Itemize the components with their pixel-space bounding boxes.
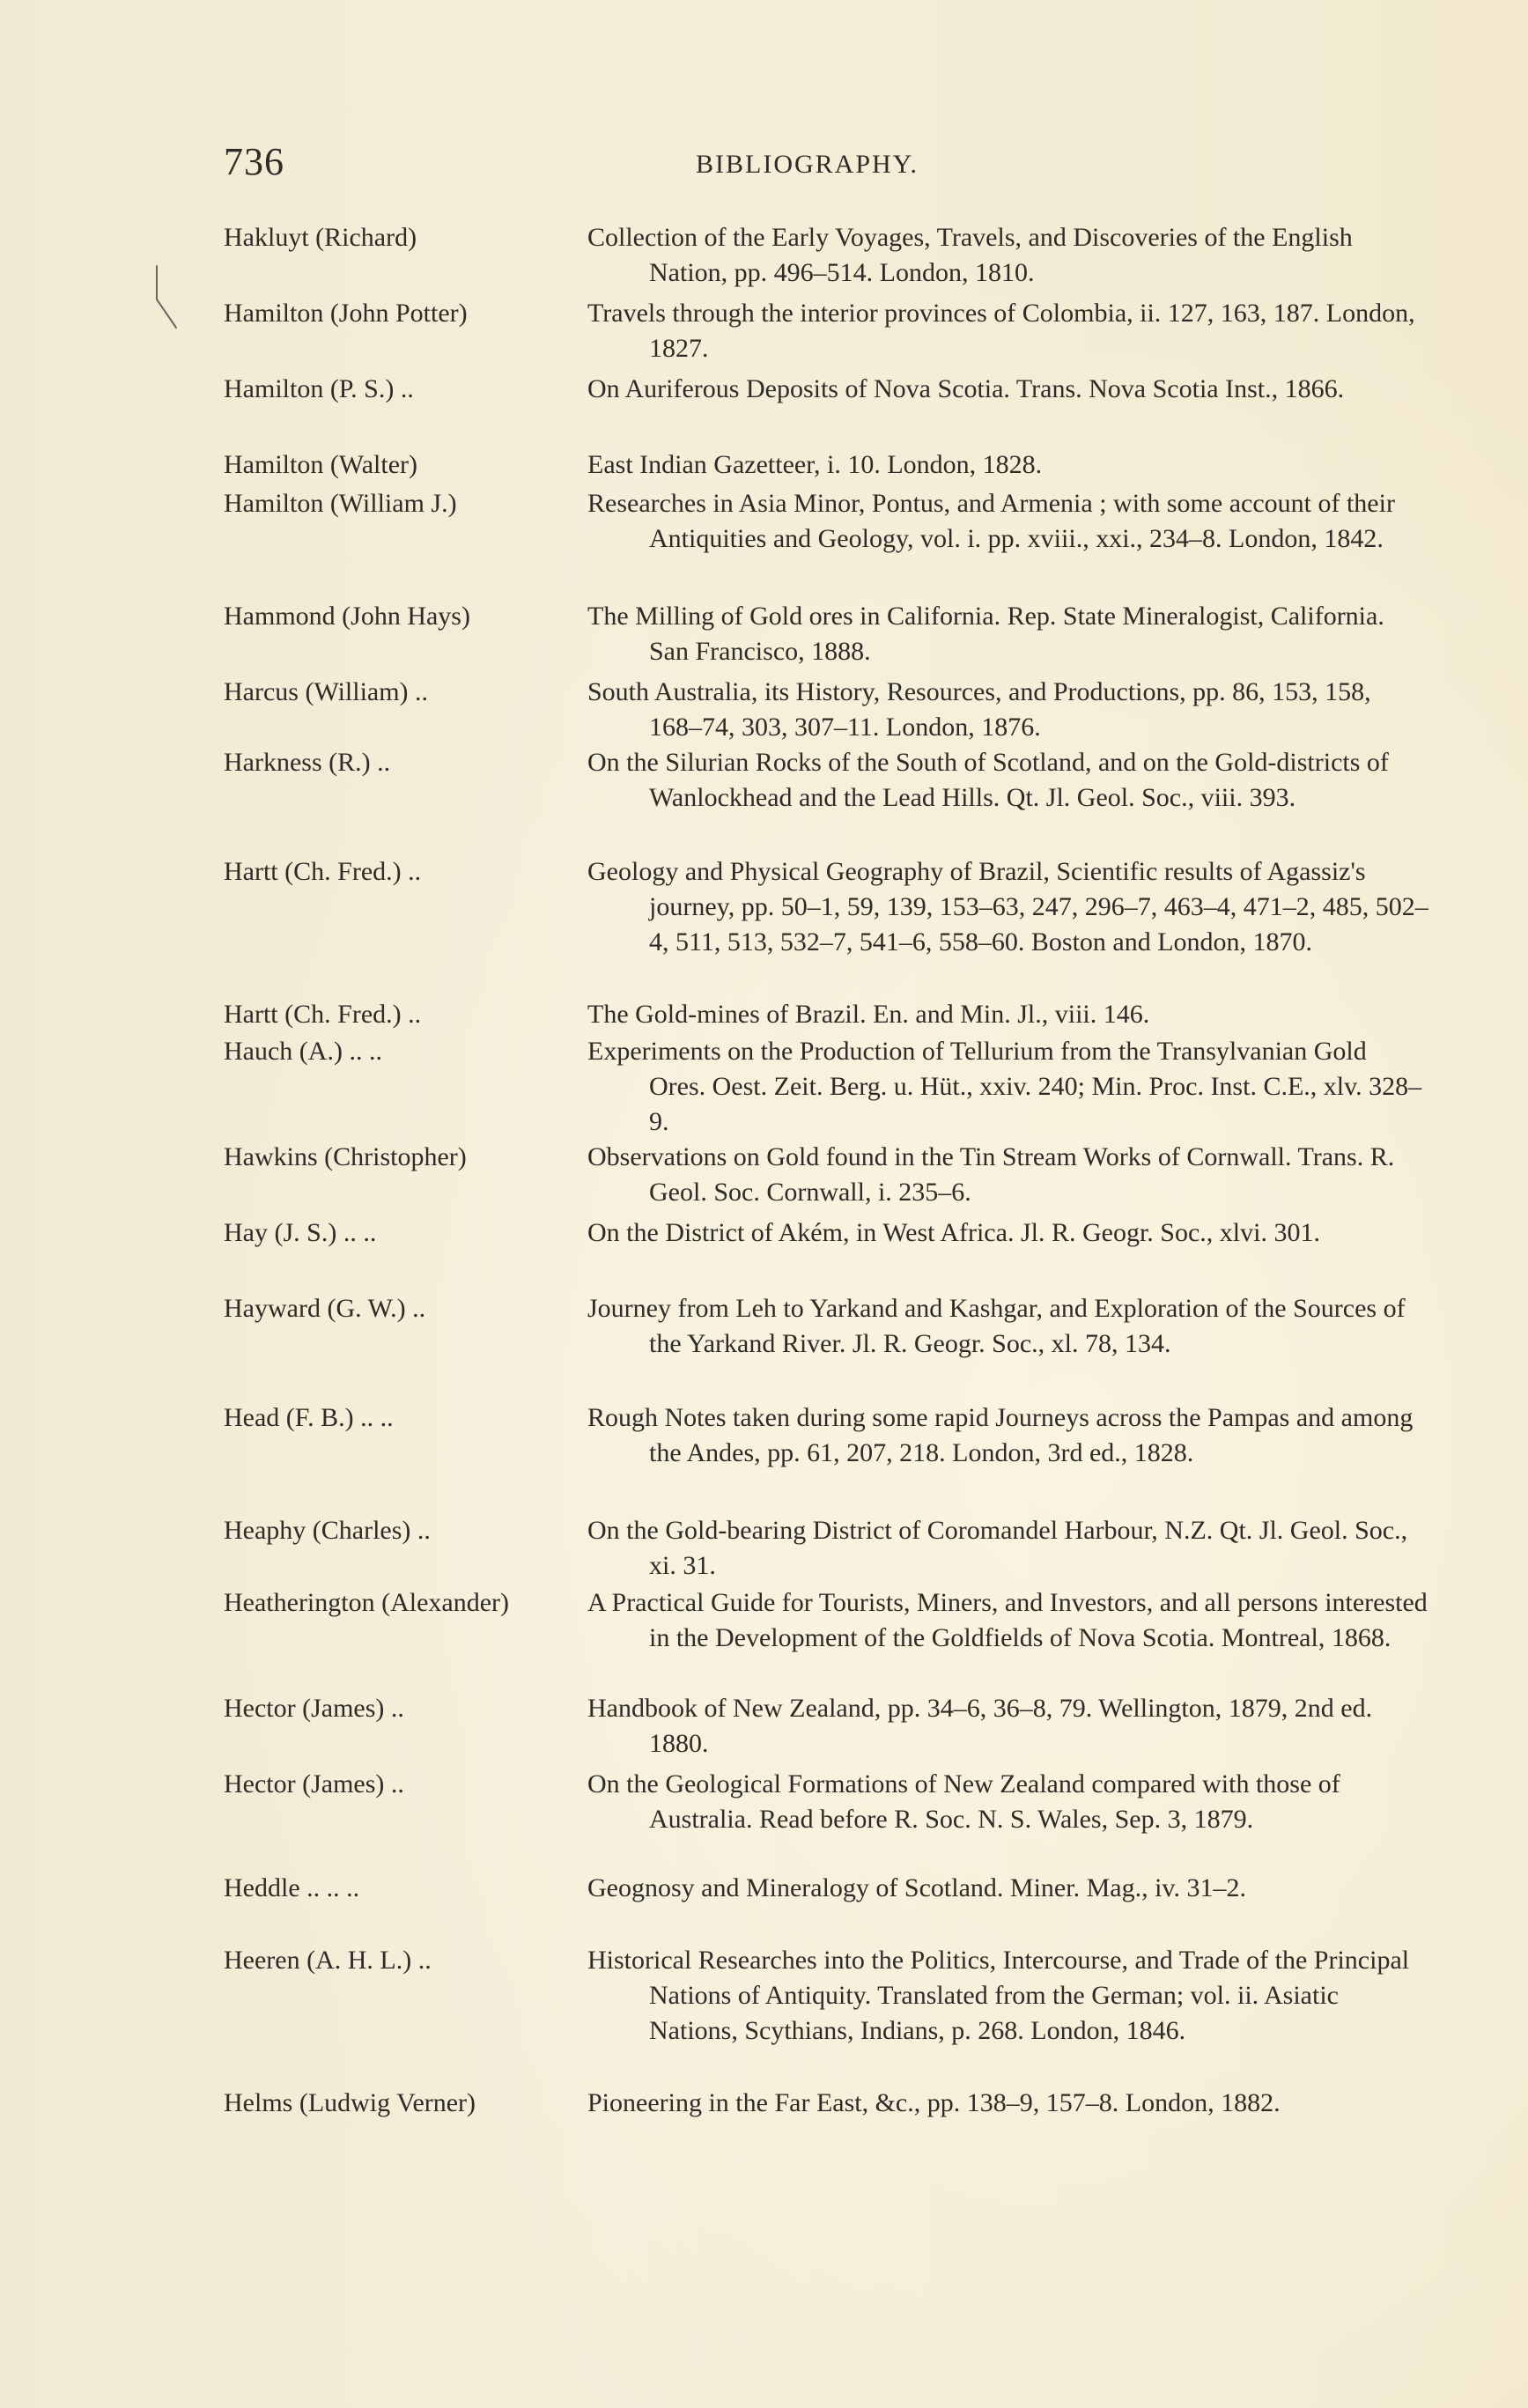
- running-title: BIBLIOGRAPHY.: [696, 150, 919, 179]
- entry-author: Hakluyt (Richard): [224, 223, 417, 252]
- entry-description: Collection of the Early Voyages, Travels, and Discoveries of the English Nation, pp. 496–514. London, 1810.: [587, 223, 1353, 287]
- page-number: 736: [224, 140, 284, 183]
- entry-description: South Australia, its History, Resources, and Productions, pp. 86, 153, 158, 168–74, 303, 307–11. London, 1876.: [587, 677, 1371, 742]
- entry-author: Harkness (R.) ..: [224, 748, 391, 777]
- entry-description: Travels through the interior provinces of Colombia, ii. 127, 163, 187. London, 1827.: [587, 299, 1415, 363]
- entry-author: Heddle .. .. ..: [224, 1873, 360, 1902]
- entry-author: Hauch (A.) .. ..: [224, 1037, 382, 1066]
- entry-author: Hayward (G. W.) ..: [224, 1294, 426, 1323]
- entry-author: Hammond (John Hays): [224, 602, 470, 631]
- entry-description: Journey from Leh to Yarkand and Kashgar, and Exploration of the Sources of the Yarkand River. Jl. R. Geogr. Soc., xl. 78, 134.: [587, 1294, 1406, 1358]
- entry-author: Helms (Ludwig Verner): [224, 2088, 476, 2117]
- entry-description: A Practical Guide for Tourists, Miners, and Investors, and all persons interested in the Development of the Goldfields of Nova Scotia. Montreal, 1868.: [587, 1588, 1428, 1652]
- entry-description: The Gold-mines of Brazil. En. and Min. Jl., viii. 146.: [587, 1000, 1150, 1029]
- entry-description: Rough Notes taken during some rapid Journeys across the Pampas and among the Andes, pp. 61, 207, 218. London, 3rd ed., 1828.: [587, 1403, 1414, 1467]
- entry-author: Hay (J. S.) .. ..: [224, 1218, 377, 1247]
- entry-author: Head (F. B.) .. ..: [224, 1403, 394, 1432]
- entry-description: Pioneering in the Far East, &c., pp. 138–9, 157–8. London, 1882.: [587, 2088, 1281, 2117]
- page-header: [0, 139, 1528, 188]
- entry-description: Geology and Physical Geography of Brazil, Scientific results of Agassiz's journey, pp. 50–1, 59, 139, 153–63, 247, 296–7, 463–4, 471–2, 485, 502–4, 511, 513, 532–7, 541–6, 558–60. Boston and London, 1870.: [587, 857, 1428, 957]
- entry-description: On the Geological Formations of New Zealand compared with those of Australia. Read before R. Soc. N. S. Wales, Sep. 3, 1879.: [587, 1769, 1340, 1834]
- entry-author: Heatherington (Alexander): [224, 1588, 510, 1617]
- entry-author: Hector (James) ..: [224, 1769, 404, 1799]
- entry-description: Handbook of New Zealand, pp. 34–6, 36–8, 79. Wellington, 1879, 2nd ed. 1880.: [587, 1694, 1373, 1758]
- entry-author: Hartt (Ch. Fred.) ..: [224, 857, 422, 886]
- entry-author: Hamilton (P. S.) ..: [224, 374, 414, 403]
- entry-description: On Auriferous Deposits of Nova Scotia. Trans. Nova Scotia Inst., 1866.: [587, 374, 1345, 403]
- entry-description: Researches in Asia Minor, Pontus, and Armenia ; with some account of their Antiquities and Geology, vol. i. pp. xviii., xxi., 234–8. London, 1842.: [587, 489, 1395, 553]
- entry-description: Experiments on the Production of Tellurium from the Transylvanian Gold Ores. Oest. Zeit. Berg. u. Hüt., xxiv. 240; Min. Proc. Inst. C.E., xlv. 328–9.: [587, 1037, 1422, 1136]
- entry-author: Hartt (Ch. Fred.) ..: [224, 1000, 422, 1029]
- entry-description: On the Gold-bearing District of Coromandel Harbour, N.Z. Qt. Jl. Geol. Soc., xi. 31.: [587, 1516, 1408, 1580]
- entry-author: Harcus (William) ..: [224, 677, 429, 706]
- entry-author: Hamilton (Walter): [224, 450, 418, 479]
- entry-author: Heeren (A. H. L.) ..: [224, 1946, 432, 1975]
- entry-author: Hamilton (John Potter): [224, 299, 468, 328]
- entry-description: The Milling of Gold ores in California. Rep. State Mineralogist, California. San Francisco, 1888.: [587, 602, 1384, 666]
- entry-author: Heaphy (Charles) ..: [224, 1516, 431, 1545]
- entry-description: On the District of Akém, in West Africa. Jl. R. Geogr. Soc., xlvi. 301.: [587, 1218, 1320, 1247]
- entry-description: On the Silurian Rocks of the South of Scotland, and on the Gold-districts of Wanlockhead and the Lead Hills. Qt. Jl. Geol. Soc., viii. 393.: [587, 748, 1389, 812]
- entry-description: East Indian Gazetteer, i. 10. London, 1828.: [587, 450, 1043, 479]
- entry-author: Hawkins (Christopher): [224, 1142, 467, 1171]
- entry-description: Historical Researches into the Politics, Intercourse, and Trade of the Principal Nations of Antiquity. Translated from the German; vol. ii. Asiatic Nations, Scythians, Indians, p. 268. London, 1846.: [587, 1946, 1410, 2045]
- entry-description: Observations on Gold found in the Tin Stream Works of Cornwall. Trans. R. Geol. Soc. Cornwall, i. 235–6.: [587, 1142, 1395, 1207]
- margin-pencil-mark: [150, 264, 185, 335]
- entry-author: Hamilton (William J.): [224, 489, 457, 518]
- entry-description: Geognosy and Mineralogy of Scotland. Miner. Mag., iv. 31–2.: [587, 1873, 1246, 1902]
- entry-author: Hector (James) ..: [224, 1694, 404, 1723]
